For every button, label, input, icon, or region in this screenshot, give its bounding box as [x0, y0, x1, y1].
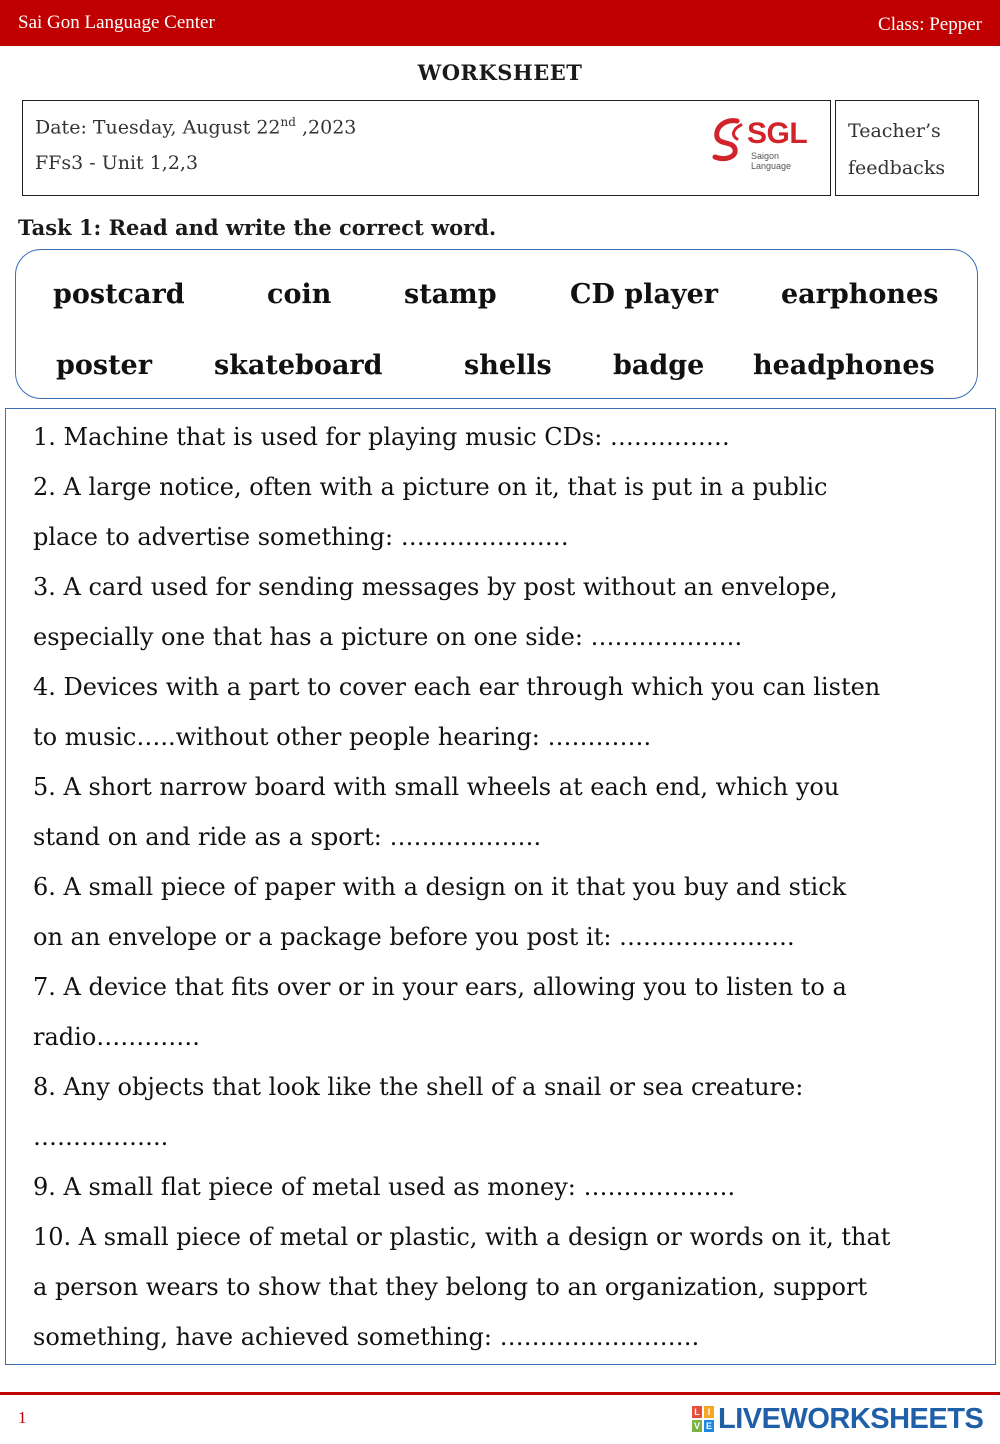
feedback-line-2: feedbacks	[848, 157, 946, 179]
footer-divider	[0, 1392, 1000, 1395]
question-line: 6. A small piece of paper with a design on it that you buy and stick	[33, 873, 847, 901]
grid-letter: V	[693, 1421, 700, 1431]
question-line: especially one that has a picture on one side: ……………….	[33, 623, 743, 651]
word-bank-item: shells	[464, 350, 552, 381]
teacher-feedback-box	[835, 100, 979, 196]
word-bank	[15, 249, 978, 399]
word-bank-item: CD player	[570, 279, 719, 310]
unit-line: FFs3 - Unit 1,2,3	[35, 152, 199, 174]
questions-box	[5, 408, 996, 1365]
question-line: 5. A short narrow board with small wheels at each end, which you	[33, 773, 840, 801]
word-bank-item: skateboard	[214, 350, 383, 381]
date-year: ,2023	[295, 116, 357, 139]
center-name: Sai Gon Language Center	[18, 12, 215, 33]
info-box	[22, 100, 831, 196]
word-bank-item: poster	[56, 350, 152, 381]
grid-letter: E	[705, 1421, 712, 1431]
sgl-logo	[707, 115, 817, 171]
question-line: a person wears to show that they belong to an organization, support	[33, 1273, 868, 1301]
date-line	[35, 115, 356, 138]
liveworksheets-text: LIVEWORKSHEETS	[718, 1403, 984, 1435]
date-text: Date: Tuesday, August 22	[35, 116, 281, 139]
grid-letter: I	[704, 1406, 714, 1418]
feedback-line-1: Teacher’s	[848, 120, 941, 142]
word-bank-item: coin	[267, 279, 332, 310]
date-superscript: nd	[280, 115, 296, 129]
question-line: 8. Any objects that look like the shell of a snail or sea creature:	[33, 1073, 804, 1101]
question-line: ……………..	[33, 1123, 169, 1151]
question-line: stand on and ride as a sport: ……………….	[33, 823, 542, 851]
question-line: to music…..without other people hearing: ………….	[33, 723, 652, 751]
page-title: WORKSHEET	[417, 60, 583, 85]
header-bar	[0, 0, 1000, 46]
logo-text: SGL	[747, 117, 808, 150]
word-bank-item: postcard	[53, 279, 185, 310]
question-line: radio………….	[33, 1023, 200, 1051]
word-bank-item: headphones	[753, 350, 935, 381]
liveworksheets-grid-icon	[692, 1406, 716, 1434]
page-number: 1	[18, 1408, 27, 1427]
question-line: 7. A device that fits over or in your ears, allowing you to listen to a	[33, 973, 847, 1001]
grid-letter: L	[692, 1406, 702, 1418]
logo-subtext: Saigon Language	[751, 151, 792, 171]
word-bank-item: badge	[613, 350, 705, 381]
question-line: 4. Devices with a part to cover each ear through which you can listen	[33, 673, 881, 701]
task-instruction: Task 1: Read and write the correct word.	[18, 215, 497, 240]
word-bank-item: stamp	[404, 279, 497, 310]
word-bank-item: earphones	[781, 279, 939, 310]
question-line: 1. Machine that is used for playing music CDs: ……………	[33, 423, 730, 451]
question-line: 10. A small piece of metal or plastic, with a design or words on it, that	[33, 1223, 891, 1251]
class-label: Class: Pepper	[878, 14, 982, 35]
question-line: 2. A large notice, often with a picture on it, that is put in a public	[33, 473, 828, 501]
question-line: place to advertise something: …………………	[33, 523, 569, 551]
swirl-icon	[707, 115, 751, 163]
question-line: on an envelope or a package before you post it: ………………….	[33, 923, 795, 951]
question-line: something, have achieved something: …………………….	[33, 1323, 700, 1351]
question-line: 3. A card used for sending messages by post without an envelope,	[33, 573, 838, 601]
question-line: 9. A small flat piece of metal used as money: ……………….	[33, 1173, 736, 1201]
